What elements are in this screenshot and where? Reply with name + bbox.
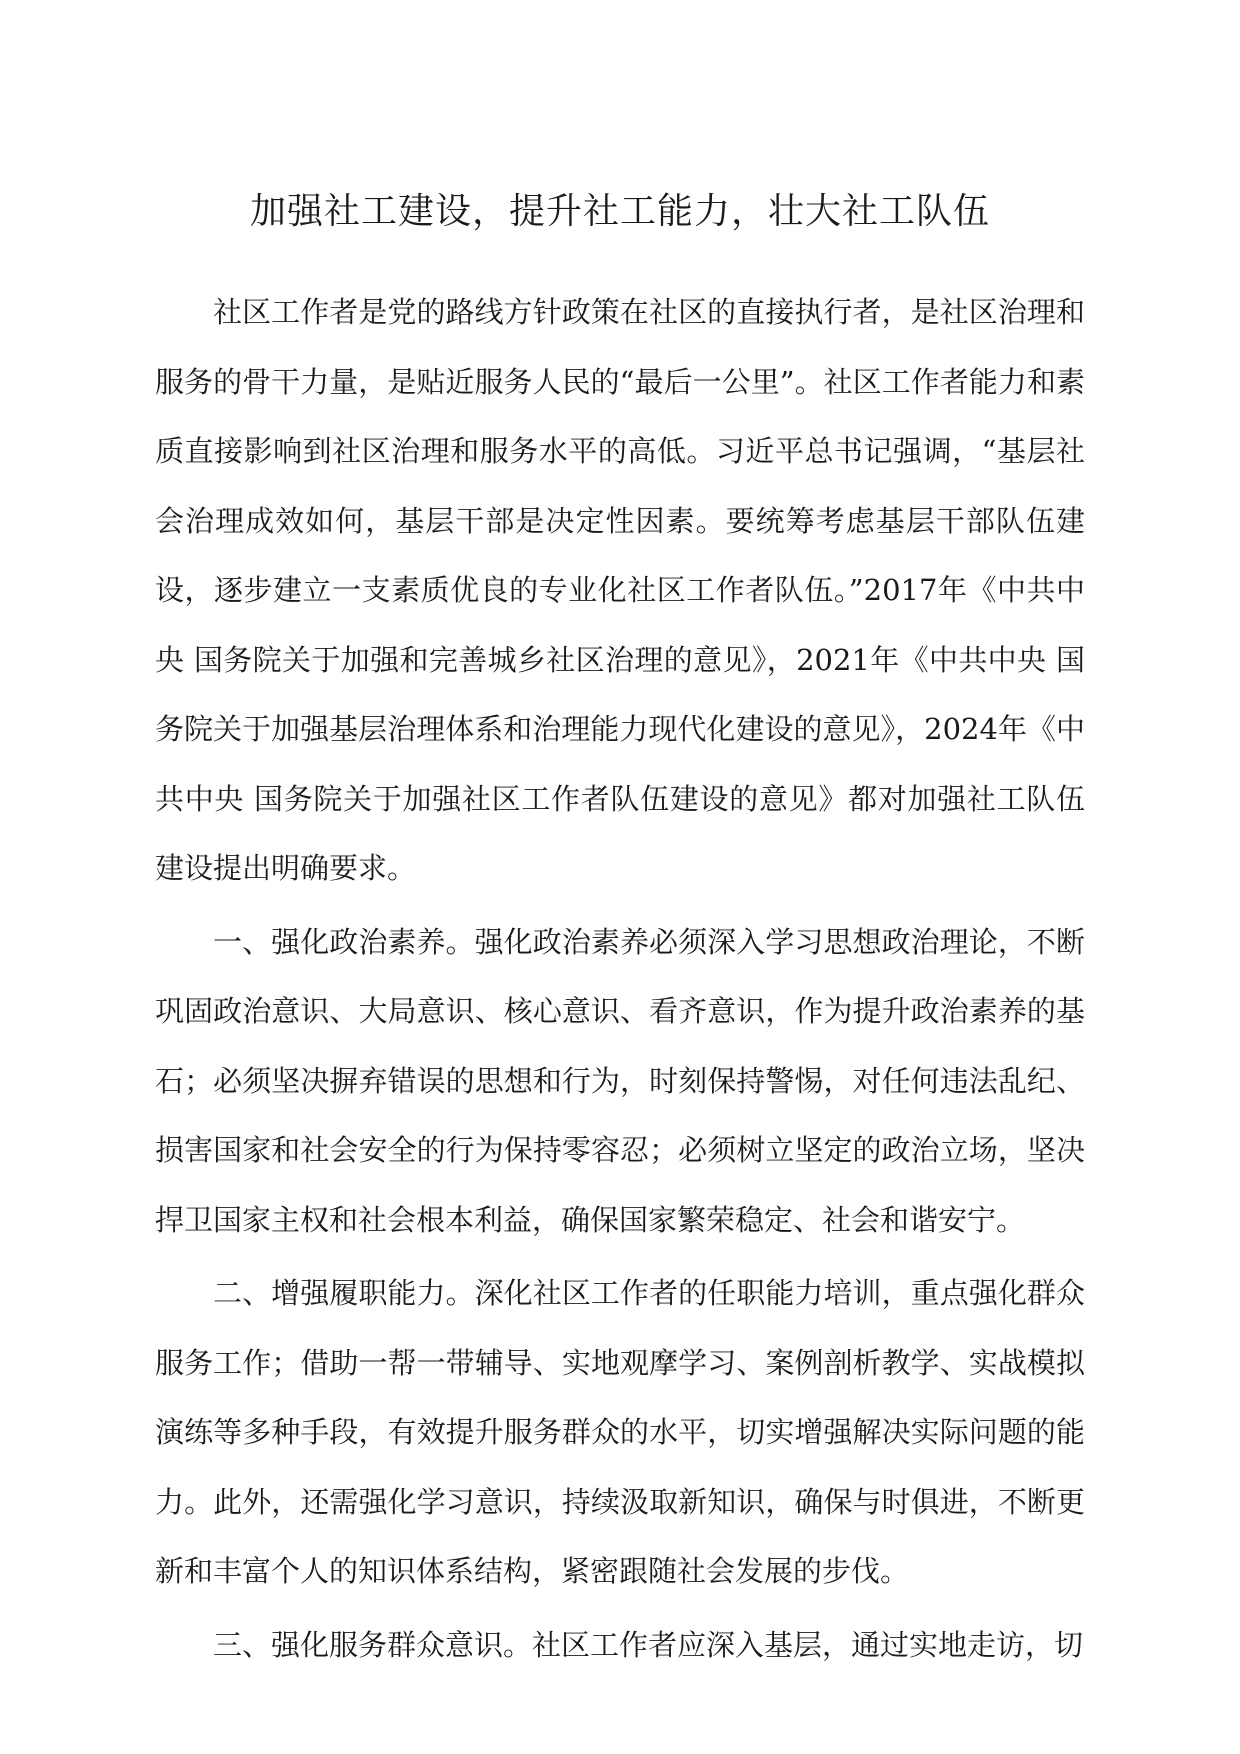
paragraph-service-awareness: 三、强化服务群众意识。社区工作者应深入基层，通过实地走访，切	[213, 1627, 1084, 1662]
document-body	[155, 278, 1085, 1680]
paragraph-intro: 社区工作者是党的路线方针政策在社区的直接执行者，是社区治理和服务的骨干力量，是贴近服务人民的“最后一公里”。社区工作者能力和素质直接影响到社区治理和服务水平的高低。习近平总书记强调，“基层社会治理成效如何，基层干部是决定性因素。要统筹考虑基层干部队伍建设，逐步建立一支素质优良的专业化社区工作者队伍。”2017年《中共中央 国务院关于加强和完善城乡社区治理的意见》，2021年《中共中央 国务院关于加强基层治理体系和治理能力现代化建设的意见》，2024年《中共中央 国务院关于加强社区工作者队伍建设的意见》都对加强社工队伍建设提出明确要求。	[155, 295, 1085, 885]
document-title: 加强社工建设，提升社工能力，壮大社工队伍	[249, 191, 990, 232]
paragraph-political-literacy: 一、强化政治素养。强化政治素养必须深入学习思想政治理论，不断巩固政治意识、大局意识、核心意识、看齐意识，作为提升政治素养的基石；必须坚决摒弃错误的思想和行为，时刻保持警惕，对任何违法乱纪、损害国家和社会安全的行为保持零容忍；必须树立坚定的政治立场，坚决捍卫国家主权和社会根本利益，确保国家繁荣稳定、社会和谐安宁。	[155, 924, 1085, 1237]
paragraph-duty-capability: 二、增强履职能力。深化社区工作者的任职能力培训，重点强化群众服务工作；借助一帮一带辅导、实地观摩学习、案例剖析教学、实战模拟演练等多种手段，有效提升服务群众的水平，切实增强解决实际问题的能力。此外，还需强化学习意识，持续汲取新知识，确保与时俱进，不断更新和丰富个人的知识体系结构，紧密跟随社会发展的步伐。	[155, 1276, 1085, 1588]
